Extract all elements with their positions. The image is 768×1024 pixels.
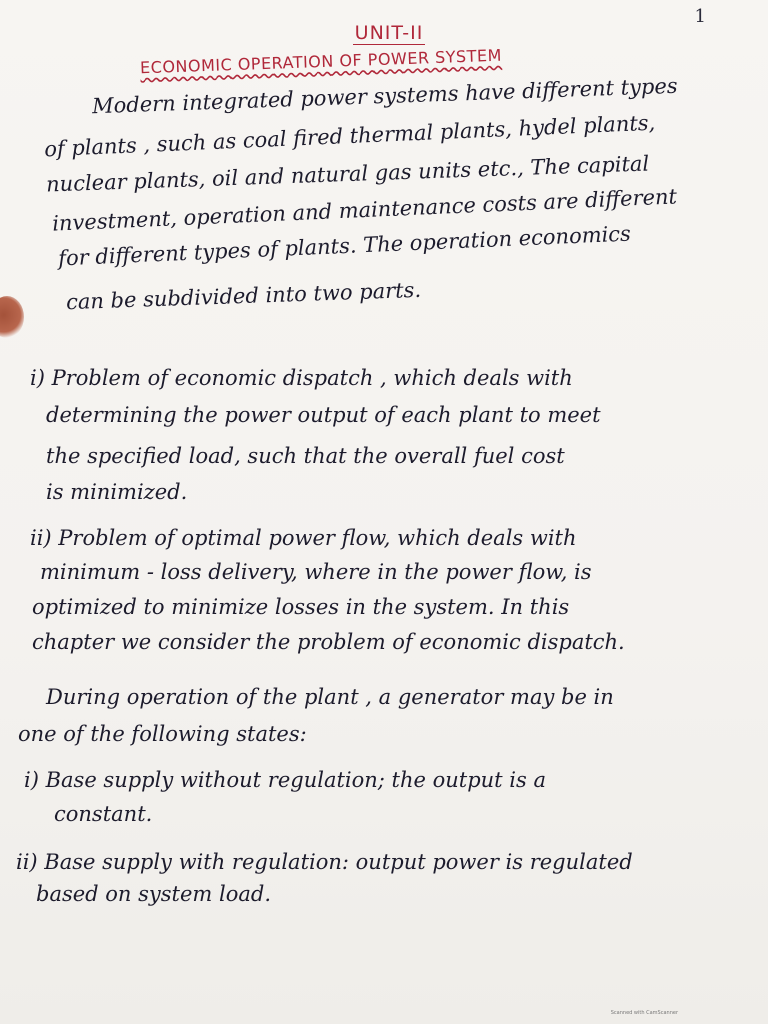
intro-line: for different types of plants. The operation economics (57, 221, 632, 271)
states-list-item: i) Base supply without regulation; the output is a (24, 768, 546, 792)
point-1-line: i) Problem of economic dispatch , which deals with (30, 366, 573, 390)
point-1-line: the specified load, such that the overall fuel cost (46, 444, 565, 468)
point-1-line: determining the power output of each plant to meet (46, 403, 601, 427)
intro-line: nuclear plants, oil and natural gas units etc., The capital (45, 151, 650, 197)
states-list-item: constant. (54, 802, 153, 826)
point-2-line: chapter we consider the problem of economic dispatch. (32, 630, 625, 654)
chapter-title: ECONOMIC OPERATION OF POWER SYSTEM (139, 45, 503, 78)
point-2-line: optimized to minimize losses in the system. In this (32, 595, 570, 619)
page-smudge (0, 296, 24, 338)
scanner-watermark: Scanned with CamScanner (610, 1010, 678, 1016)
point-2-line: minimum - loss delivery, where in the power flow, is (40, 560, 592, 584)
unit-label: UNIT-II (354, 22, 424, 44)
states-list-item: based on system load. (36, 882, 271, 906)
intro-line: investment, operation and maintenance costs are different (51, 184, 678, 236)
point-2-line: ii) Problem of optimal power flow, which deals with (30, 526, 577, 550)
intro-line: of plants , such as coal fired thermal plants, hydel plants, (43, 110, 656, 162)
point-1-line: is minimized. (46, 480, 188, 504)
states-line: During operation of the plant , a generator may be in (46, 685, 614, 709)
states-line: one of the following states: (18, 722, 307, 746)
intro-line: Modern integrated power systems have different types (91, 73, 678, 119)
page-number: 1 (694, 6, 706, 27)
unit-heading (0, 22, 768, 44)
intro-line: can be subdivided into two parts. (65, 277, 422, 315)
states-list-item: ii) Base supply with regulation: output power is regulated (16, 850, 633, 874)
